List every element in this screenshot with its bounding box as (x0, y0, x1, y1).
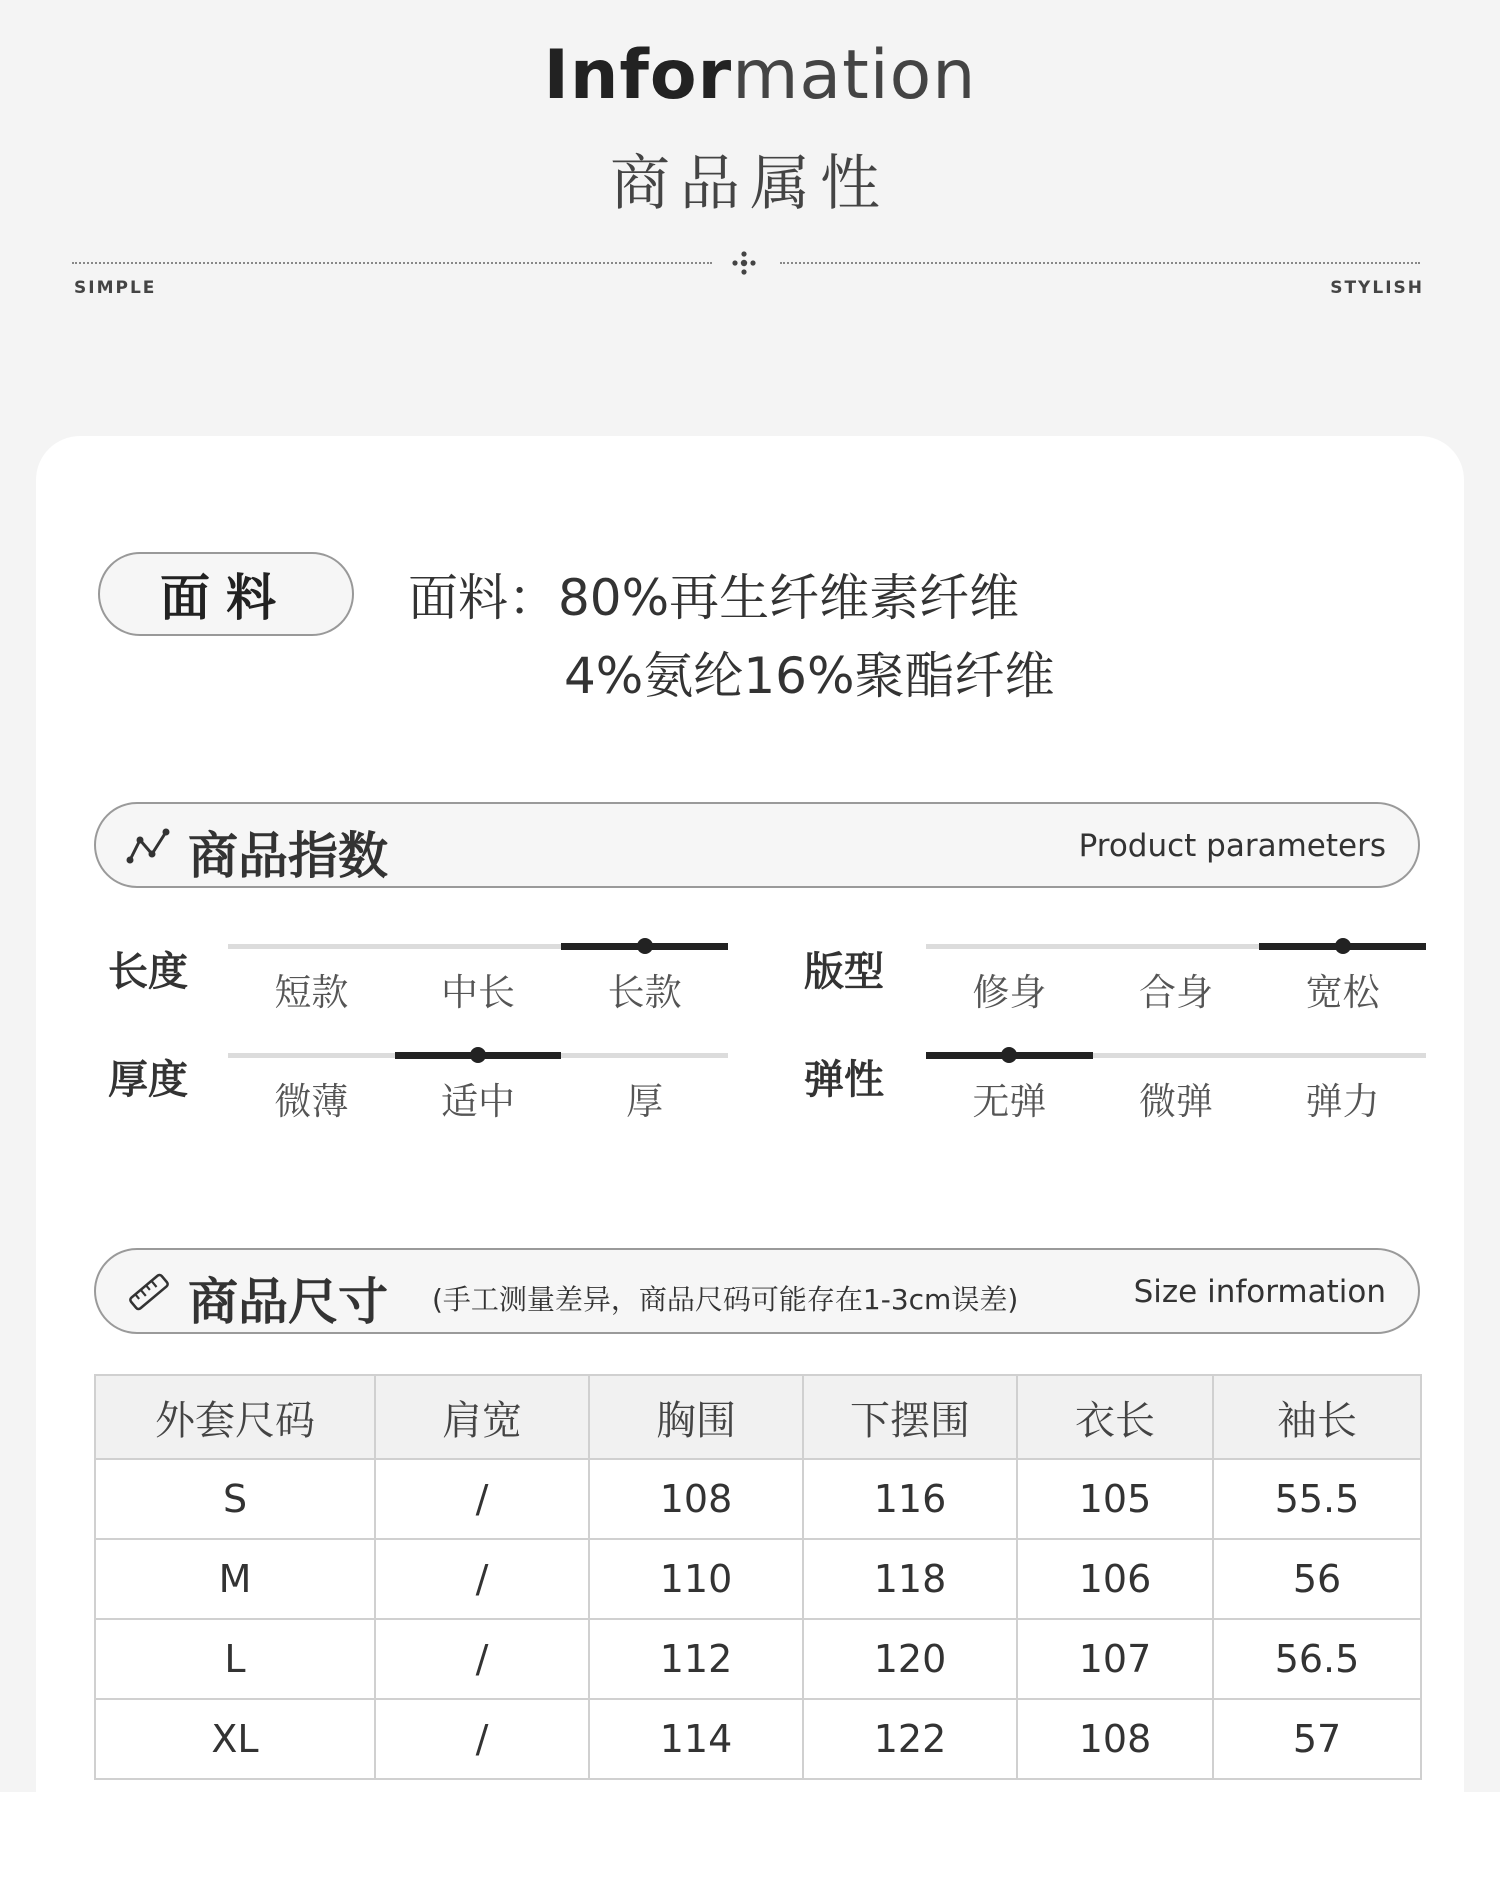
table-cell: 105 (1017, 1459, 1213, 1539)
size-table-header: 衣长 (1017, 1375, 1213, 1459)
table-row (95, 1619, 1421, 1699)
tag-stylish: STYLISH (1330, 278, 1424, 298)
size-table-header-row (95, 1375, 1421, 1459)
table-cell: / (375, 1619, 589, 1699)
table-row (95, 1699, 1421, 1779)
size-section-title-en: Size information (1133, 1274, 1386, 1310)
table-cell: / (375, 1699, 589, 1779)
param-scale-length (228, 944, 728, 1014)
param-scale-thickness (228, 1053, 728, 1123)
scale-option: 适中 (440, 1080, 515, 1123)
params-section-header (94, 802, 1420, 888)
page-title-en: Information (543, 36, 977, 115)
table-cell: / (375, 1459, 589, 1539)
trend-line-icon (126, 826, 172, 866)
size-table-header: 肩宽 (375, 1375, 589, 1459)
table-cell: / (375, 1539, 589, 1619)
size-table-header: 袖长 (1213, 1375, 1421, 1459)
table-cell: 122 (803, 1699, 1017, 1779)
size-table (94, 1374, 1422, 1780)
page-title-cn: 商品属性 (610, 149, 890, 219)
param-scale-fit (926, 944, 1426, 1014)
table-cell: 56.5 (1213, 1619, 1421, 1699)
params-section-title-en: Product parameters (1078, 828, 1386, 864)
table-cell: 57 (1213, 1699, 1421, 1779)
scale-option: 微薄 (274, 1080, 349, 1123)
scale-knob (470, 1047, 486, 1063)
params-section-title: 商品指数 (188, 827, 388, 885)
scale-option: 无弹 (972, 1080, 1047, 1123)
size-section-header (94, 1248, 1420, 1334)
size-table-header: 胸围 (589, 1375, 803, 1459)
fabric-composition-line1: 面料：80%再生纤维素纤维 (408, 569, 1020, 627)
fabric-composition-line2: 4%氨纶16%聚酯纤维 (564, 647, 1055, 705)
table-cell: S (95, 1459, 375, 1539)
size-table-header: 下摆围 (803, 1375, 1017, 1459)
table-cell: 114 (589, 1699, 803, 1779)
tag-simple: SIMPLE (74, 278, 157, 298)
bottom-blank (0, 1792, 1500, 1884)
size-section-note: (手工测量差异，商品尺码可能存在1-3cm误差) (432, 1283, 1019, 1316)
table-cell: 116 (803, 1459, 1017, 1539)
table-row (95, 1459, 1421, 1539)
table-cell: 108 (589, 1459, 803, 1539)
param-label-thickness: 厚度 (108, 1057, 188, 1103)
size-section-title: 商品尺寸 (188, 1273, 388, 1331)
param-label-length: 长度 (108, 949, 188, 995)
table-cell: 56 (1213, 1539, 1421, 1619)
table-cell: M (95, 1539, 375, 1619)
dotted-divider-right (780, 262, 1420, 264)
fabric-label-pill: 面料 (98, 552, 354, 636)
table-cell: 108 (1017, 1699, 1213, 1779)
table-cell: 118 (803, 1539, 1017, 1619)
param-label-fit: 版型 (804, 949, 884, 995)
table-cell: 55.5 (1213, 1459, 1421, 1539)
scale-option: 宽松 (1305, 971, 1380, 1014)
table-cell: XL (95, 1699, 375, 1779)
size-table-header: 外套尺码 (95, 1375, 375, 1459)
dotted-divider-left (72, 262, 712, 264)
table-cell: 107 (1017, 1619, 1213, 1699)
scale-option: 合身 (1138, 971, 1213, 1014)
scale-knob (1001, 1047, 1017, 1063)
ruler-icon (126, 1272, 172, 1312)
table-cell: 110 (589, 1539, 803, 1619)
scale-option: 修身 (972, 971, 1047, 1014)
scale-option: 长款 (607, 971, 682, 1014)
table-cell: 106 (1017, 1539, 1213, 1619)
param-label-elasticity: 弹性 (804, 1057, 884, 1103)
scale-option: 短款 (274, 971, 349, 1014)
scale-knob (637, 938, 653, 954)
table-cell: L (95, 1619, 375, 1699)
table-cell: 112 (589, 1619, 803, 1699)
scale-option: 微弹 (1138, 1080, 1213, 1123)
scale-option: 弹力 (1305, 1080, 1380, 1123)
scale-option: 中长 (440, 971, 515, 1014)
ornament-icon (728, 247, 760, 279)
param-scale-elasticity (926, 1053, 1426, 1123)
scale-knob (1335, 938, 1351, 954)
scale-option: 厚 (626, 1080, 664, 1123)
table-cell: 120 (803, 1619, 1017, 1699)
table-row (95, 1539, 1421, 1619)
